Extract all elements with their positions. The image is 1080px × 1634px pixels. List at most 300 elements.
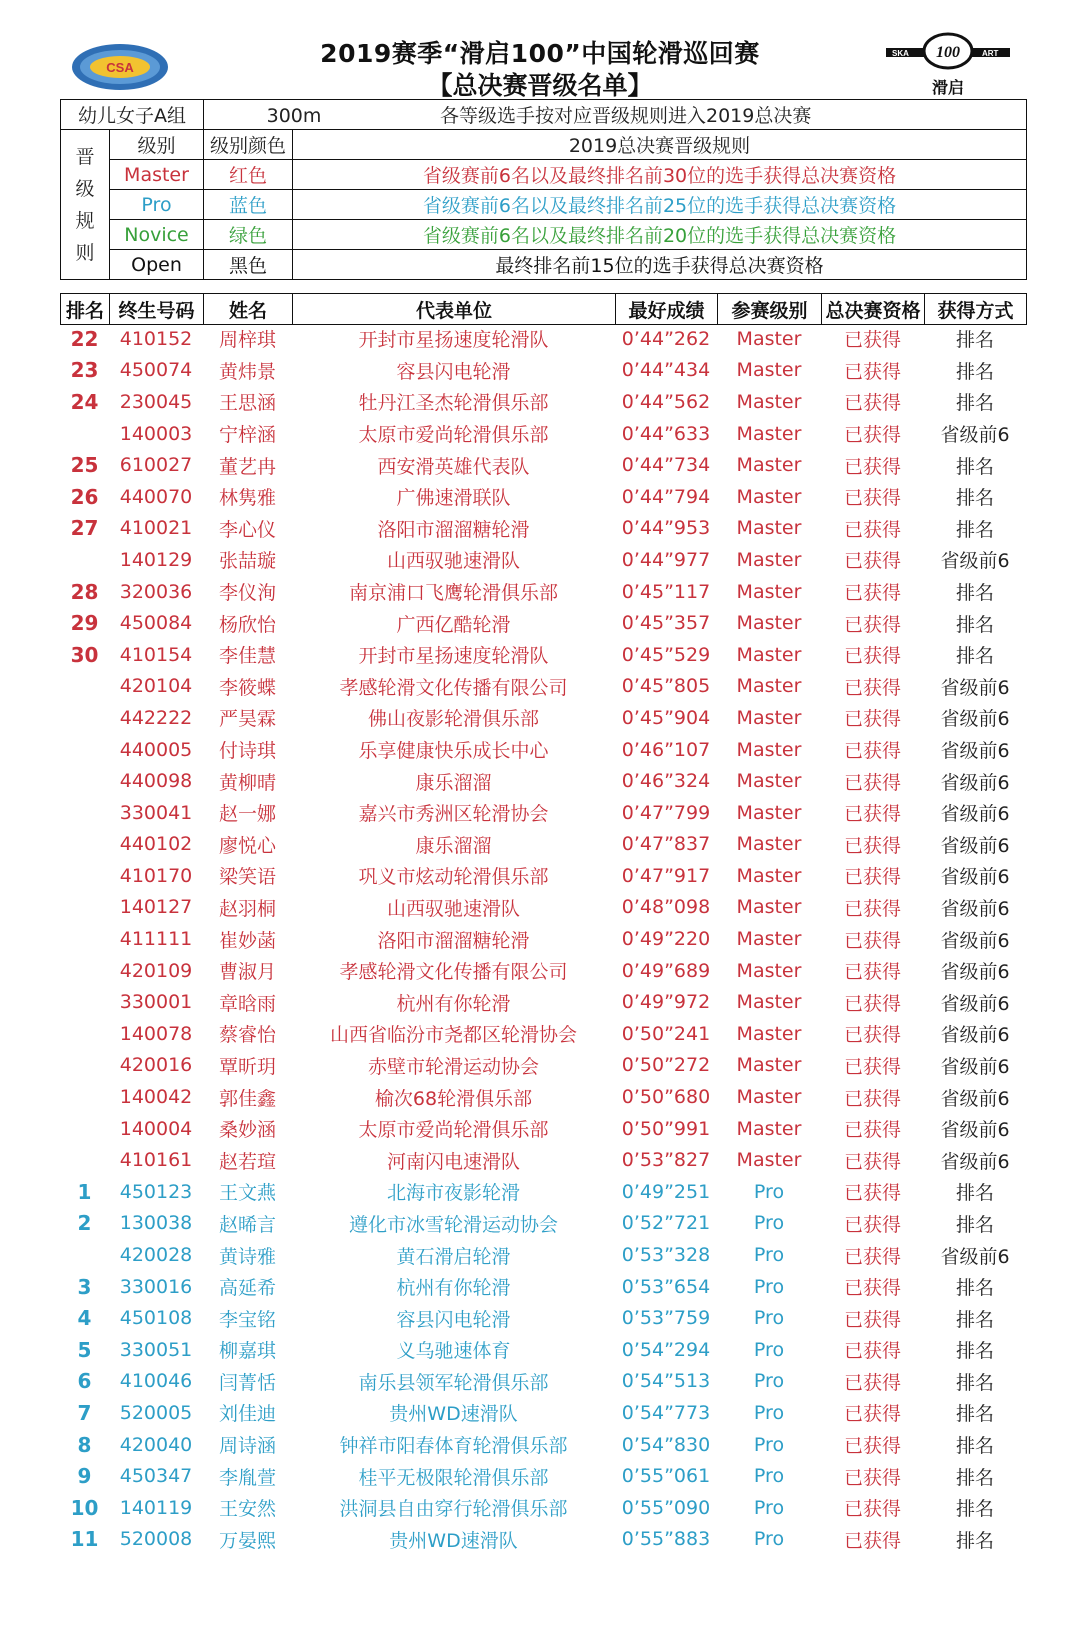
cell-method: 排名 [955,1435,994,1458]
cell-qualification: 已获得 [843,1182,901,1205]
cell-athlete-name: 李仪洵 [218,582,276,605]
cell-athlete-name: 蔡睿怡 [218,1024,276,1047]
cell-rank [60,1239,109,1271]
cell-level: Master [736,675,802,698]
rule-row-open [61,250,1027,280]
cell-method: 排名 [955,582,994,605]
table-row [60,1429,1026,1461]
cell-best-time: 0’46”107 [621,738,711,761]
cell-method: 省级前6 [940,676,1010,699]
cell-level: Master [736,390,802,413]
cell-team: 乐享健康快乐成长中心 [358,740,549,763]
rules-side-label: 晋 级 规 则 [61,130,110,280]
cell-level: Master [736,928,802,951]
cell-athlete-name: 赵晞言 [218,1213,276,1236]
cell-level: Master [736,580,802,603]
cell-level: Master [736,801,802,824]
rule-color: 红色 [204,160,293,190]
cell-rank: 11 [70,1527,99,1552]
table-row [60,892,1026,924]
page-title: 2019赛季“滑启100”中国轮滑巡回赛 [320,39,760,68]
cell-method: 排名 [955,1529,994,1552]
table-row [60,1018,1026,1050]
rule-text: 省级赛前6名以及最终排名前30位的选手获得总决赛资格 [293,160,1027,190]
cell-best-time: 0’45”805 [621,675,711,698]
cell-best-time: 0’45”529 [621,643,711,666]
cell-rank: 22 [70,326,99,351]
cell-qualification: 已获得 [843,1466,901,1489]
info-row [61,100,1027,130]
rule-row-pro [61,190,1027,220]
cell-athlete-name: 周梓琪 [218,329,276,352]
cell-athlete-name: 梁笑语 [218,866,276,889]
rule-text: 省级赛前6名以及最终排名前25位的选手获得总决赛资格 [293,190,1027,220]
cell-rank: 26 [70,484,99,509]
table-row [60,481,1026,513]
cell-athlete-name: 桑妙涵 [218,1119,276,1142]
rule-row-novice [61,220,1027,250]
cell-method: 排名 [955,329,994,352]
table-row [60,1050,1026,1082]
table-row [60,860,1026,892]
cell-athlete-id: 330001 [119,991,193,1014]
cell-rank [60,797,109,829]
rules-col-rule: 2019总决赛晋级规则 [293,130,1027,160]
cell-team: 山西驭驰速滑队 [386,550,520,573]
col-rank: 排名 [61,294,110,325]
cell-athlete-name: 张喆璇 [218,550,276,573]
cell-team: 义乌驰速体育 [396,1340,511,1363]
cell-level: Master [736,864,802,887]
rules-col-color: 级别颜色 [204,130,293,160]
cell-team: 杭州有你轮滑 [396,992,511,1015]
cell-best-time: 0’44”794 [621,485,711,508]
cell-athlete-name: 杨欣怡 [218,613,276,636]
cell-team: 广佛速滑联队 [396,487,511,510]
cell-rank [60,1113,109,1145]
cell-team: 赤壁市轮滑运动协会 [367,1055,539,1078]
table-row [60,639,1026,671]
cell-team: 容县闪电轮滑 [396,1308,511,1331]
cell-qualification: 已获得 [843,1024,901,1047]
cell-team: 康乐溜溜 [415,771,492,794]
cell-athlete-name: 黄柳晴 [218,771,276,794]
table-row [60,1239,1026,1271]
cell-athlete-name: 董艺冉 [218,455,276,478]
cell-method: 省级前6 [940,834,1010,857]
table-row [60,1460,1026,1492]
cell-method: 省级前6 [940,1055,1010,1078]
cell-rank: 1 [77,1179,92,1204]
cell-best-time: 0’50”272 [621,1054,711,1077]
cell-rank: 2 [77,1211,92,1236]
cell-athlete-id: 420109 [119,959,193,982]
cell-team: 杭州有你轮滑 [396,1277,511,1300]
cell-athlete-id: 140129 [119,548,193,571]
table-row [60,386,1026,418]
cell-rank [60,1050,109,1082]
cell-qualification: 已获得 [843,1277,901,1300]
cell-method: 省级前6 [940,866,1010,889]
cell-best-time: 0’55”061 [621,1465,711,1488]
cell-qualification: 已获得 [843,645,901,668]
cell-athlete-id: 450108 [119,1307,193,1330]
cell-rank: 25 [70,453,99,478]
rule-level: Pro [110,190,204,220]
cell-qualification: 已获得 [843,834,901,857]
cell-method: 省级前6 [940,992,1010,1015]
cell-best-time: 0’45”357 [621,612,711,635]
rule-level: Open [110,250,204,280]
cell-method: 排名 [955,613,994,636]
cell-rank: 10 [70,1495,99,1520]
cell-best-time: 0’49”220 [621,928,711,951]
cell-best-time: 0’54”294 [621,1338,711,1361]
cell-method: 省级前6 [940,708,1010,731]
cell-level: Master [736,517,802,540]
cell-athlete-id: 440070 [119,485,193,508]
cell-team: 河南闪电速滑队 [386,1150,520,1173]
cell-best-time: 0’50”991 [621,1117,711,1140]
cell-team: 山西驭驰速滑队 [386,897,520,920]
table-row [60,513,1026,545]
cell-athlete-id: 230045 [119,390,193,413]
cell-method: 省级前6 [940,961,1010,984]
cell-team: 桂平无极限轮滑俱乐部 [358,1466,549,1489]
table-row [60,1524,1026,1556]
cell-team: 佛山夜影轮滑俱乐部 [367,708,539,731]
cell-method: 排名 [955,487,994,510]
cell-athlete-id: 450123 [119,1180,193,1203]
cell-rank [60,1144,109,1176]
cell-method: 排名 [955,1371,994,1394]
cell-level: Master [736,770,802,793]
cell-method: 排名 [955,1403,994,1426]
cell-athlete-id: 440098 [119,770,193,793]
cell-team: 黄石滑启轮滑 [396,1245,511,1268]
cell-athlete-id: 610027 [119,454,193,477]
cell-athlete-id: 420040 [119,1433,193,1456]
cell-qualification: 已获得 [843,992,901,1015]
cell-team: 洪洞县自由穿行轮滑俱乐部 [339,1498,568,1521]
rules-table [60,99,1027,280]
cell-level: Pro [753,1433,785,1456]
cell-team: 巩义市炫动轮滑俱乐部 [358,866,549,889]
rule-color: 蓝色 [204,190,293,220]
cell-rank: 8 [77,1432,92,1457]
cell-qualification: 已获得 [843,613,901,636]
cell-rank [60,418,109,450]
cell-method: 排名 [955,1277,994,1300]
cell-rank [60,544,109,576]
cell-team: 太原市爱尚轮滑俱乐部 [358,1119,549,1142]
cell-qualification: 已获得 [843,1213,901,1236]
cell-method: 排名 [955,1308,994,1331]
cell-rank: 23 [70,358,99,383]
table-row [60,1144,1026,1176]
cell-method: 省级前6 [940,929,1010,952]
cell-athlete-id: 410046 [119,1370,193,1393]
cell-rank: 7 [77,1400,92,1425]
col-name: 姓名 [204,294,293,325]
rule-row-master [61,160,1027,190]
cell-qualification: 已获得 [843,1340,901,1363]
cell-athlete-id: 320036 [119,580,193,603]
cell-qualification: 已获得 [843,1498,901,1521]
cell-athlete-name: 周诗涵 [218,1435,276,1458]
table-row [60,1334,1026,1366]
cell-athlete-name: 付诗琪 [218,740,276,763]
results-header [60,293,1027,325]
cell-athlete-id: 140127 [119,896,193,919]
cell-level: Master [736,643,802,666]
cell-method: 省级前6 [940,550,1010,573]
cell-qualification: 已获得 [843,803,901,826]
cell-level: Pro [753,1212,785,1235]
cell-qualification: 已获得 [843,961,901,984]
cell-best-time: 0’53”759 [621,1307,711,1330]
cell-qualification: 已获得 [843,424,901,447]
cell-best-time: 0’44”562 [621,390,711,413]
cell-athlete-name: 严昊霖 [218,708,276,731]
cell-level: Pro [753,1496,785,1519]
rule-color: 绿色 [204,220,293,250]
cell-level: Pro [753,1180,785,1203]
cell-rank [60,1018,109,1050]
cell-method: 排名 [955,1498,994,1521]
cell-athlete-name: 赵羽桐 [218,897,276,920]
cell-athlete-name: 廖悦心 [218,834,276,857]
cell-best-time: 0’53”827 [621,1149,711,1172]
logo-text-ska: SKA [892,49,909,58]
cell-best-time: 0’55”090 [621,1496,711,1519]
cell-team: 开封市星扬速度轮滑队 [358,329,549,352]
cell-best-time: 0’53”654 [621,1275,711,1298]
cell-method: 排名 [955,1466,994,1489]
cell-rank [60,702,109,734]
table-row [60,1176,1026,1208]
table-row [60,1397,1026,1429]
csa-logo-text: CSA [106,60,134,75]
cell-qualification: 已获得 [843,582,901,605]
table-row [60,1081,1026,1113]
cell-method: 排名 [955,1340,994,1363]
cell-method: 排名 [955,645,994,668]
cell-team: 牡丹江圣杰轮滑俱乐部 [358,392,549,415]
cell-qualification: 已获得 [843,740,901,763]
cell-best-time: 0’50”241 [621,1022,711,1045]
rule-note: 各等级选手按对应晋级规则进入2019总决赛 [440,105,812,127]
cell-level: Master [736,991,802,1014]
rule-text: 最终排名前15位的选手获得总决赛资格 [293,250,1027,280]
cell-team: 洛阳市溜溜糖轮滑 [377,929,530,952]
cell-level: Master [736,1054,802,1077]
cell-level: Pro [753,1401,785,1424]
cell-athlete-name: 李胤萱 [218,1466,276,1489]
cell-athlete-id: 130038 [119,1212,193,1235]
rule-text: 省级赛前6名以及最终排名前20位的选手获得总决赛资格 [293,220,1027,250]
cell-rank [60,955,109,987]
cell-rank [60,829,109,861]
cell-athlete-id: 450074 [119,359,193,382]
cell-athlete-id: 330041 [119,801,193,824]
cell-qualification: 已获得 [843,929,901,952]
cell-rank [60,765,109,797]
cell-qualification: 已获得 [843,1371,901,1394]
cell-athlete-name: 黄诗雅 [218,1245,276,1268]
cell-best-time: 0’44”262 [621,327,711,350]
col-id: 终生号码 [110,294,204,325]
cell-qualification: 已获得 [843,1435,901,1458]
cell-athlete-id: 420028 [119,1244,193,1267]
cell-team: 北海市夜影轮滑 [386,1182,520,1205]
cell-rank: 24 [70,389,99,414]
cell-method: 省级前6 [940,771,1010,794]
cell-athlete-name: 覃昕玥 [218,1055,276,1078]
cell-qualification: 已获得 [843,771,901,794]
cell-method: 排名 [955,1182,994,1205]
cell-qualification: 已获得 [843,1119,901,1142]
cell-athlete-id: 450347 [119,1465,193,1488]
cell-athlete-name: 章晗雨 [218,992,276,1015]
cell-rank: 29 [70,611,99,636]
cell-best-time: 0’44”734 [621,454,711,477]
table-row [60,1366,1026,1398]
cell-best-time: 0’44”434 [621,359,711,382]
cell-athlete-name: 李佳慧 [218,645,276,668]
cell-level: Master [736,327,802,350]
cell-level: Master [736,896,802,919]
cell-athlete-id: 330016 [119,1275,193,1298]
cell-team: 孝感轮滑文化传播有限公司 [339,676,568,699]
cell-best-time: 0’52”721 [621,1212,711,1235]
cell-best-time: 0’49”251 [621,1180,711,1203]
cell-method: 省级前6 [940,1245,1010,1268]
cell-best-time: 0’54”513 [621,1370,711,1393]
cell-athlete-name: 李心仪 [218,518,276,541]
cell-level: Master [736,454,802,477]
cell-level: Master [736,612,802,635]
cell-athlete-name: 柳嘉琪 [218,1340,276,1363]
cell-level: Master [736,959,802,982]
cell-best-time: 0’49”689 [621,959,711,982]
cell-qualification: 已获得 [843,455,901,478]
cell-best-time: 0’53”328 [621,1244,711,1267]
table-row [60,955,1026,987]
cell-athlete-name: 赵一娜 [218,803,276,826]
cell-athlete-id: 140078 [119,1022,193,1045]
cell-best-time: 0’48”098 [621,896,711,919]
cell-athlete-id: 420104 [119,675,193,698]
cell-athlete-id: 140119 [119,1496,193,1519]
table-row [60,1113,1026,1145]
cell-best-time: 0’47”837 [621,833,711,856]
cell-method: 排名 [955,360,994,383]
cell-rank [60,986,109,1018]
distance: 300m [266,105,322,127]
cell-athlete-id: 140042 [119,1086,193,1109]
cell-level: Master [736,1086,802,1109]
cell-athlete-id: 450084 [119,612,193,635]
cell-qualification: 已获得 [843,1308,901,1331]
cell-team: 太原市爱尚轮滑俱乐部 [358,424,549,447]
cell-level: Master [736,1022,802,1045]
info-cell [204,100,1027,130]
cell-athlete-id: 330051 [119,1338,193,1361]
cell-best-time: 0’47”917 [621,864,711,887]
cell-level: Master [736,738,802,761]
cell-rank [60,892,109,924]
table-row [60,1302,1026,1334]
cell-level: Pro [753,1275,785,1298]
cell-method: 省级前6 [940,1119,1010,1142]
cell-team: 康乐溜溜 [415,834,492,857]
cell-level: Master [736,833,802,856]
cell-team: 南京浦口飞鹰轮滑俱乐部 [348,582,558,605]
cell-athlete-id: 410170 [119,864,193,887]
cell-best-time: 0’55”883 [621,1528,711,1551]
cell-team: 洛阳市溜溜糖轮滑 [377,518,530,541]
col-level: 参赛级别 [718,294,822,325]
table-row [60,671,1026,703]
cell-level: Master [736,548,802,571]
cell-rank [60,860,109,892]
cell-team: 钟祥市阳春体育轮滑俱乐部 [339,1435,568,1458]
results-table [60,323,1026,1555]
cell-qualification: 已获得 [843,866,901,889]
cell-rank: 6 [77,1369,92,1394]
cell-athlete-name: 王思涵 [218,392,276,415]
cell-best-time: 0’46”324 [621,770,711,793]
cell-team: 贵州WD速滑队 [389,1529,518,1552]
cell-level: Master [736,1149,802,1172]
cell-method: 省级前6 [940,740,1010,763]
table-row [60,449,1026,481]
cell-method: 省级前6 [940,424,1010,447]
cell-method: 省级前6 [940,1024,1010,1047]
cell-best-time: 0’44”633 [621,422,711,445]
col-method: 获得方式 [925,294,1027,325]
cell-team: 遵化市冰雪轮滑运动协会 [348,1213,558,1236]
table-row [60,355,1026,387]
cell-qualification: 已获得 [843,897,901,920]
cell-rank: 30 [70,642,99,667]
cell-qualification: 已获得 [843,518,901,541]
col-qualification: 总决赛资格 [822,294,925,325]
logo-text-art: ART [982,49,999,58]
cell-level: Pro [753,1528,785,1551]
table-row [60,1492,1026,1524]
cell-athlete-id: 420016 [119,1054,193,1077]
cell-athlete-name: 郭佳鑫 [218,1087,276,1110]
cell-athlete-id: 440005 [119,738,193,761]
cell-rank: 28 [70,579,99,604]
cell-qualification: 已获得 [843,1055,901,1078]
cell-team: 西安滑英雄代表队 [377,455,530,478]
rule-level: Master [110,160,204,190]
cell-level: Pro [753,1244,785,1267]
table-row [60,418,1026,450]
cell-level: Pro [753,1465,785,1488]
cell-level: Pro [753,1370,785,1393]
cell-athlete-id: 140004 [119,1117,193,1140]
page-subtitle: 【总决赛晋级名单】 [427,71,653,100]
cell-qualification: 已获得 [843,708,901,731]
cell-qualification: 已获得 [843,1245,901,1268]
table-row [60,607,1026,639]
table-row [60,323,1026,355]
cell-athlete-name: 王安然 [218,1498,276,1521]
